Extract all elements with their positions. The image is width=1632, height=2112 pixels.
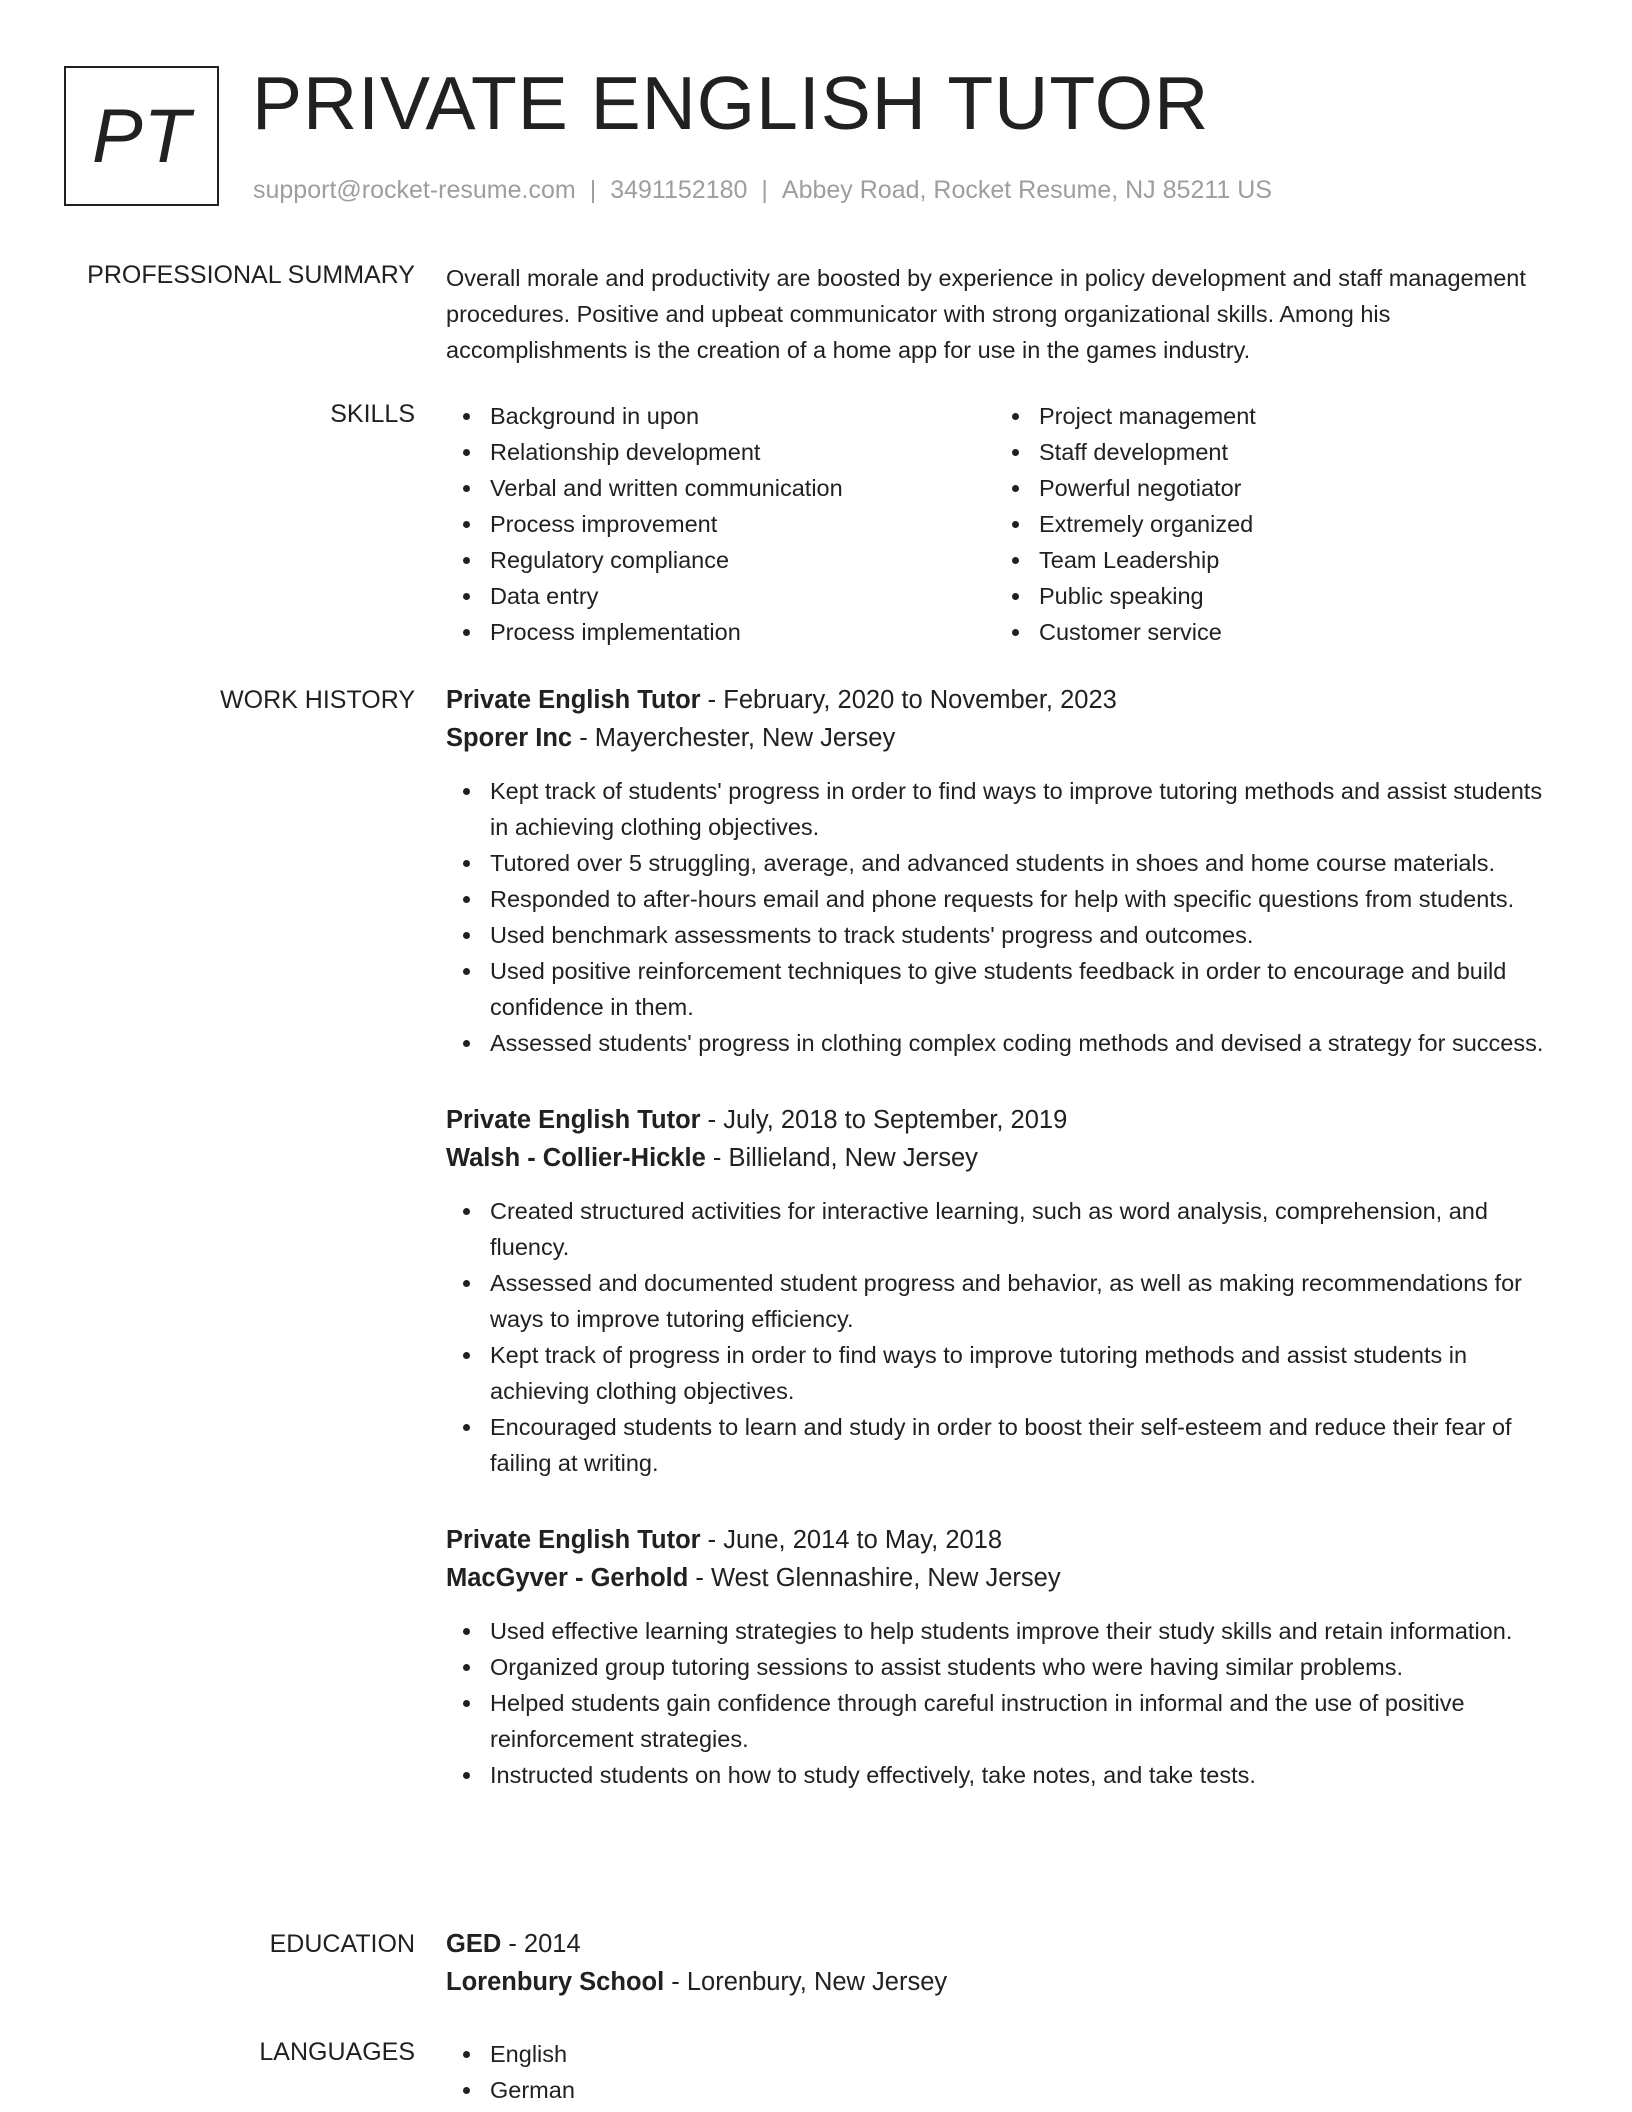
contact-separator: | [761, 176, 768, 204]
job-dates: - June, 2014 to May, 2018 [700, 1526, 1003, 1554]
skill-item: Staff development [995, 434, 1544, 470]
section-label-work-history: WORK HISTORY [220, 686, 415, 714]
resume-title: PRIVATE ENGLISH TUTOR [252, 61, 1210, 145]
job-location: - West Glennashire, New Jersey [688, 1564, 1061, 1592]
section-label-education: EDUCATION [269, 1930, 415, 1958]
language-item: English [446, 2036, 1546, 2072]
summary-text: Overall morale and productivity are boosted by experience in policy development and staff management procedures. Positive and upbeat communicator with strong organizational skills. Among his accomplishments is the creation of a home app for use in the games industry. [446, 265, 1526, 363]
education-year: - 2014 [501, 1930, 581, 1958]
skill-item: Process improvement [446, 506, 995, 542]
job-title-line [446, 1521, 1546, 1559]
contact-email: support@rocket-resume.com [253, 176, 576, 204]
job-bullets [446, 1193, 1546, 1481]
job-bullet: Kept track of students' progress in order to find ways to improve tutoring methods and assist students in achieving clothing objectives. [446, 773, 1546, 845]
languages-list [446, 2036, 1546, 2108]
job-bullet: Created structured activities for interactive learning, such as word analysis, comprehension, and fluency. [446, 1193, 1546, 1265]
education-location: - Lorenbury, New Jersey [664, 1968, 948, 1996]
job-bullet: Responded to after-hours email and phone requests for help with specific questions from students. [446, 881, 1546, 917]
section-label-languages: LANGUAGES [259, 2038, 415, 2066]
contact-line [253, 174, 1272, 206]
education-school: Lorenbury School [446, 1968, 665, 1996]
job-bullet: Tutored over 5 struggling, average, and advanced students in shoes and home course materials. [446, 845, 1546, 881]
summary-body [446, 260, 1546, 368]
job-title-line [446, 681, 1546, 719]
skills-list-right [995, 398, 1544, 650]
job-company: Sporer Inc [446, 724, 573, 752]
job-bullet: Kept track of progress in order to find ways to improve tutoring methods and assist students in achieving clothing objectives. [446, 1337, 1546, 1409]
contact-address: Abbey Road, Rocket Resume, NJ 85211 US [781, 176, 1272, 204]
education-school-line [446, 1963, 1546, 2001]
job-entry [446, 681, 1546, 1061]
language-item: German [446, 2072, 1546, 2108]
job-bullet: Instructed students on how to study effectively, take notes, and take tests. [446, 1757, 1546, 1793]
skill-item: Extremely organized [995, 506, 1544, 542]
job-bullet: Helped students gain confidence through careful instruction in informal and the use of positive reinforcement strategies. [446, 1685, 1546, 1757]
work-history-body [446, 681, 1546, 1833]
education-degree: GED [446, 1930, 502, 1958]
job-company-line [446, 719, 1546, 757]
job-bullet: Used benchmark assessments to track students' progress and outcomes. [446, 917, 1546, 953]
job-title: Private English Tutor [446, 686, 701, 714]
job-company: Walsh - Collier-Hickle [446, 1144, 706, 1172]
skill-item: Customer service [995, 614, 1544, 650]
skills-list-left [446, 398, 995, 650]
job-company: MacGyver - Gerhold [446, 1564, 689, 1592]
contact-phone: 3491152180 [610, 176, 748, 204]
monogram-box [64, 66, 219, 206]
job-entry [446, 1521, 1546, 1793]
education-body [446, 1925, 1546, 2001]
section-label-summary: PROFESSIONAL SUMMARY [87, 261, 415, 289]
job-title-line [446, 1101, 1546, 1139]
job-dates: - July, 2018 to September, 2019 [700, 1106, 1068, 1134]
job-bullet: Encouraged students to learn and study in order to boost their self-esteem and reduce their fear of failing at writing. [446, 1409, 1546, 1481]
job-bullets [446, 1613, 1546, 1793]
job-location: - Mayerchester, New Jersey [572, 724, 896, 752]
skill-item: Project management [995, 398, 1544, 434]
skill-item: Public speaking [995, 578, 1544, 614]
job-bullet: Used effective learning strategies to help students improve their study skills and retain information. [446, 1613, 1546, 1649]
skill-item: Background in upon [446, 398, 995, 434]
job-entry [446, 1101, 1546, 1481]
languages-body [446, 2036, 1546, 2108]
education-degree-line [446, 1925, 1546, 1963]
monogram-initials: PT [91, 93, 192, 179]
job-title: Private English Tutor [446, 1526, 701, 1554]
job-bullet: Organized group tutoring sessions to assist students who were having similar problems. [446, 1649, 1546, 1685]
job-dates: - February, 2020 to November, 2023 [700, 686, 1117, 714]
skill-item: Verbal and written communication [446, 470, 995, 506]
skill-item: Powerful negotiator [995, 470, 1544, 506]
skill-item: Relationship development [446, 434, 995, 470]
section-label-skills: SKILLS [330, 400, 415, 428]
job-bullet: Assessed students' progress in clothing complex coding methods and devised a strategy for success. [446, 1025, 1546, 1061]
contact-separator: | [589, 176, 597, 204]
skill-item: Regulatory compliance [446, 542, 995, 578]
job-bullet: Assessed and documented student progress and behavior, as well as making recommendations for ways to improve tutoring efficiency. [446, 1265, 1546, 1337]
job-company-line [446, 1139, 1546, 1177]
skills-grid [446, 398, 1546, 650]
job-bullet: Used positive reinforcement techniques to give students feedback in order to encourage and build confidence in them. [446, 953, 1546, 1025]
skill-item: Team Leadership [995, 542, 1544, 578]
job-company-line [446, 1559, 1546, 1597]
job-title: Private English Tutor [446, 1106, 701, 1134]
skill-item: Data entry [446, 578, 995, 614]
skills-body [446, 398, 1546, 650]
job-location: - Billieland, New Jersey [705, 1144, 978, 1172]
skill-item: Process implementation [446, 614, 995, 650]
job-bullets [446, 773, 1546, 1061]
